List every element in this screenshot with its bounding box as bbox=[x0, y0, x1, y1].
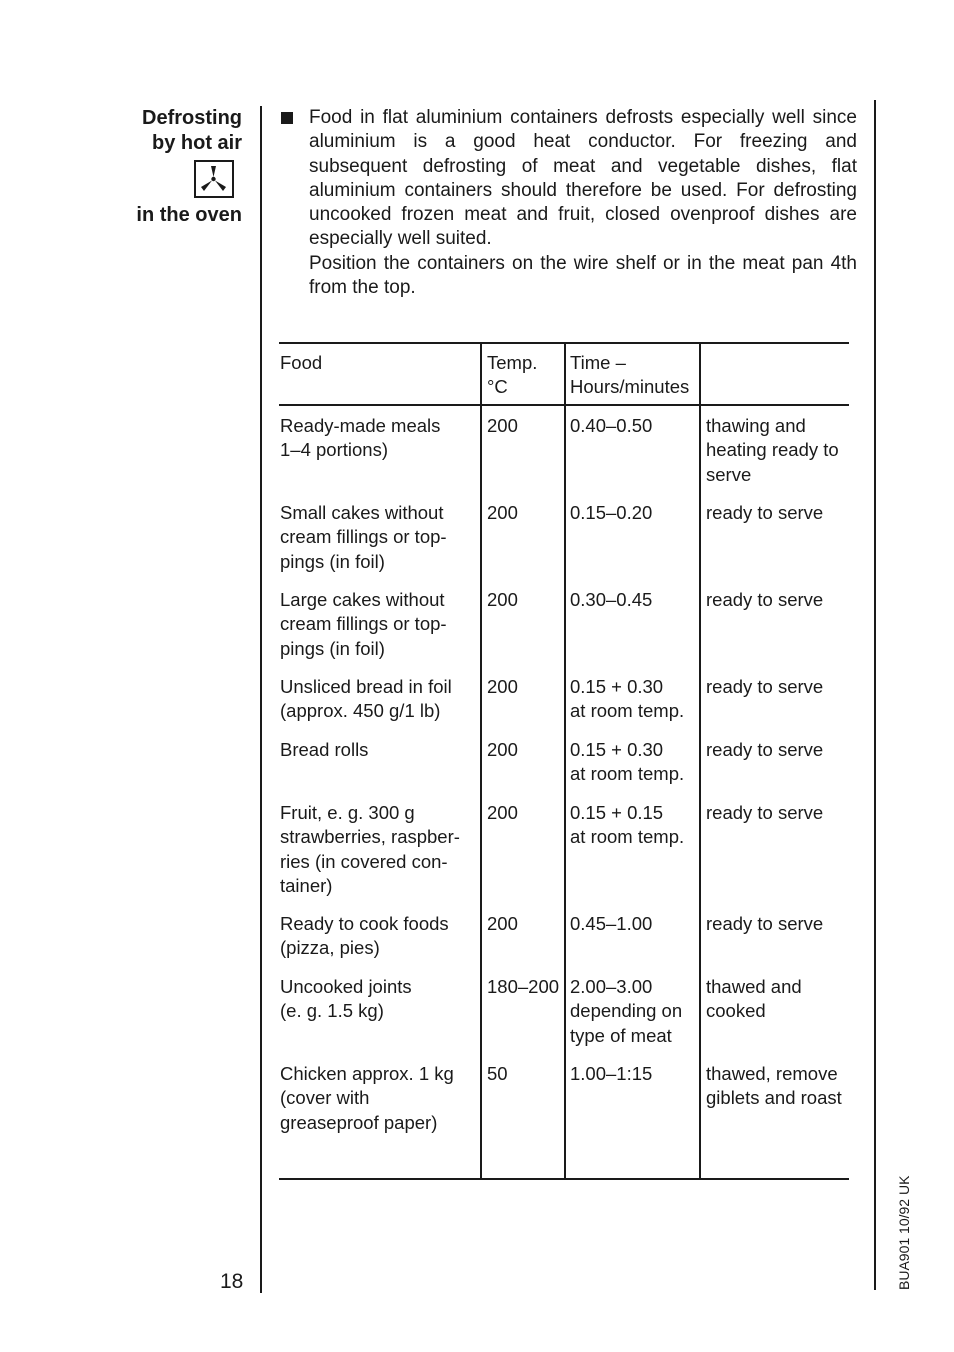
header-temp: Temp. °C bbox=[487, 352, 538, 398]
cell-time: 2.00–3.00 depending on type of meat bbox=[570, 976, 683, 1046]
cell-note: ready to serve bbox=[706, 802, 824, 823]
cell-note: ready to serve bbox=[706, 913, 824, 934]
cell-note: thawed and cooked bbox=[706, 976, 802, 1022]
cell-temp: 180–200 bbox=[487, 976, 560, 997]
cell-note: thawing and heating ready to serve bbox=[706, 415, 839, 485]
cell-time: 0.15–0.20 bbox=[570, 502, 653, 523]
cell-food: Ready to cook foods (pizza, pies) bbox=[280, 913, 449, 959]
cell-time: 0.40–0.50 bbox=[570, 415, 653, 436]
cell-note: thawed, remove giblets and roast bbox=[706, 1063, 842, 1109]
cell-food: Fruit, e. g. 300 g strawberries, raspber- ries (in covered con- tainer) bbox=[280, 802, 460, 896]
cell-food: Uncooked joints (e. g. 1.5 kg) bbox=[280, 976, 412, 1022]
cell-food: Bread rolls bbox=[280, 739, 369, 760]
right-margin-rule bbox=[874, 100, 876, 1290]
cell-time: 0.15 + 0.30 at room temp. bbox=[570, 739, 685, 785]
cell-temp: 200 bbox=[487, 739, 518, 760]
header-food: Food bbox=[280, 352, 323, 373]
table-bottom-rule bbox=[279, 1178, 849, 1180]
cell-food: Unsliced bread in foil (approx. 450 g/1 lb) bbox=[280, 676, 452, 722]
cell-temp: 200 bbox=[487, 913, 518, 934]
positioning-paragraph: Position the containers on the wire shelf or in the meat pan 4th from the top. bbox=[309, 252, 857, 299]
column-divider bbox=[480, 342, 482, 1178]
cell-temp: 200 bbox=[487, 676, 518, 697]
bullet-square-icon bbox=[281, 112, 293, 124]
header-time: Time – Hours/minutes bbox=[570, 352, 690, 398]
cell-temp: 50 bbox=[487, 1063, 508, 1084]
fan-icon bbox=[194, 160, 234, 198]
section-heading: Defrosting by hot air bbox=[142, 107, 242, 154]
cell-time: 0.45–1.00 bbox=[570, 913, 653, 934]
document-code: BUA901 10/92 UK bbox=[896, 1175, 912, 1290]
cell-temp: 200 bbox=[487, 802, 518, 823]
page-number: 18 bbox=[220, 1270, 244, 1293]
cell-note: ready to serve bbox=[706, 739, 824, 760]
cell-note: ready to serve bbox=[706, 676, 824, 697]
left-margin-rule bbox=[260, 106, 262, 1293]
cell-time: 0.30–0.45 bbox=[570, 589, 653, 610]
intro-paragraph: Food in flat aluminium containers defrosts especially well since aluminium is a good heat conductor. For freezing and subsequent defrosting of meat and vegetable dishes, flat aluminium containers should therefore be used. For defrosting uncooked frozen meat and fruit, closed ovenproof dishes are especially well suited. bbox=[309, 107, 857, 250]
cell-food: Large cakes without cream fillings or top- pings (in foil) bbox=[280, 589, 447, 659]
cell-food: Small cakes without cream fillings or top- pings (in foil) bbox=[280, 502, 447, 572]
cell-time: 0.15 + 0.30 at room temp. bbox=[570, 676, 685, 722]
cell-food: Ready-made meals 1–4 portions) bbox=[280, 415, 441, 461]
cell-temp: 200 bbox=[487, 415, 518, 436]
cell-note: ready to serve bbox=[706, 589, 824, 610]
cell-food: Chicken approx. 1 kg (cover with greaseproof paper) bbox=[280, 1063, 454, 1133]
column-divider bbox=[699, 342, 701, 1178]
column-divider bbox=[564, 342, 566, 1178]
cell-note: ready to serve bbox=[706, 502, 824, 523]
intro-text bbox=[281, 106, 857, 300]
cell-time: 1.00–1:15 bbox=[570, 1063, 653, 1084]
cell-temp: 200 bbox=[487, 502, 518, 523]
cell-temp: 200 bbox=[487, 589, 518, 610]
section-subheading: in the oven bbox=[136, 204, 242, 226]
cell-time: 0.15 + 0.15 at room temp. bbox=[570, 802, 685, 848]
